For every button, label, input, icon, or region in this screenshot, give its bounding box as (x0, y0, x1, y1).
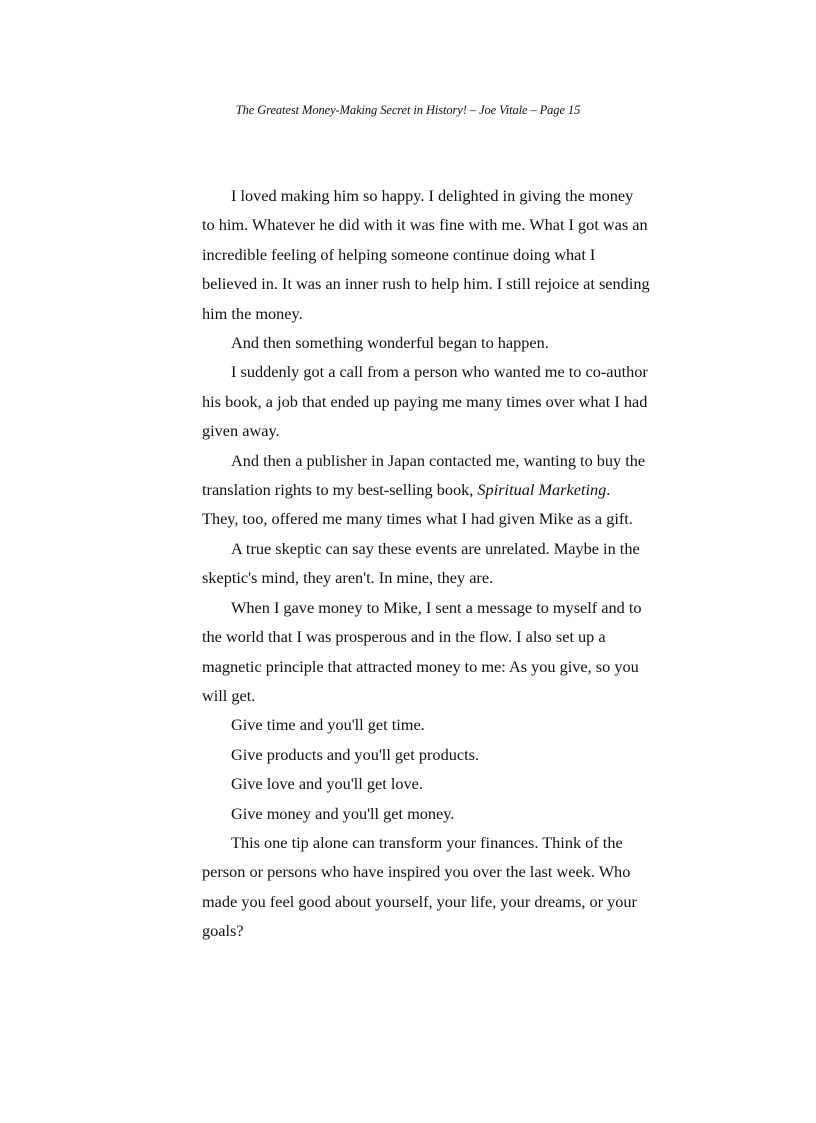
text-line: This one tip alone can transform your finances. Think of the (231, 832, 623, 852)
paragraph-line (202, 652, 646, 681)
paragraph (202, 181, 646, 210)
paragraph (202, 828, 646, 857)
paragraph (202, 446, 646, 475)
paragraph-line (202, 269, 650, 298)
paragraph-line (202, 857, 646, 886)
text-line: Give love and you'll get love. (231, 774, 423, 794)
paragraph-line (202, 240, 646, 269)
text-line: When I gave money to Mike, I sent a message to myself and to (231, 597, 642, 617)
text-line: I loved making him so happy. I delighted in giving the money (231, 186, 634, 205)
paragraph (202, 593, 646, 622)
text-line: will get. (202, 685, 256, 705)
paragraph-line (202, 416, 646, 445)
text-line: the world that I was prosperous and in the flow. I also set up a (202, 627, 606, 647)
paragraph-line (202, 563, 646, 592)
paragraph (202, 357, 646, 386)
paragraph (202, 328, 646, 357)
text-line: him the money. (202, 303, 303, 323)
text-line: A true skeptic can say these events are unrelated. Maybe in the (231, 538, 640, 558)
paragraph-line (202, 681, 646, 710)
paragraph (202, 769, 646, 798)
text-line: made you feel good about yourself, your life, your dreams, or your (202, 891, 637, 911)
paragraph-line (202, 916, 646, 945)
text-line: magnetic principle that attracted money to me: As you give, so you (202, 656, 639, 676)
text-line: Give products and you'll get products. (231, 744, 480, 764)
paragraph-line (202, 504, 646, 533)
text-line: to him. Whatever he did with it was fine with me. What I got was an (202, 215, 648, 235)
body-text (202, 181, 650, 946)
text-line: given away. (202, 421, 280, 441)
text-line: And then a publisher in Japan contacted me, wanting to buy the (231, 450, 646, 470)
paragraph (202, 710, 646, 739)
text-line: And then something wonderful began to happen. (231, 333, 549, 353)
paragraph-line (202, 210, 646, 239)
text-line: his book, a job that ended up paying me many times over what I had (202, 391, 648, 411)
paragraph-line (202, 299, 646, 328)
paragraph-line (202, 887, 646, 916)
text-line: translation rights to my best-selling book, (202, 480, 478, 500)
text-line: skeptic's mind, they aren't. In mine, they are. (202, 568, 494, 588)
text-line: incredible feeling of helping someone continue doing what I (202, 244, 596, 264)
paragraph (202, 799, 646, 828)
text-line: They, too, offered me many times what I had given Mike as a gift. (202, 509, 633, 529)
paragraph-line (202, 475, 646, 504)
paragraph-line (202, 622, 646, 651)
text-line: I suddenly got a call from a person who wanted me to co-author (231, 362, 648, 382)
text-line: Give money and you'll get money. (231, 803, 455, 823)
running-header: The Greatest Money-Making Secret in History! – Joe Vitale – Page 15 (235, 103, 581, 117)
paragraph-line (202, 387, 646, 416)
text-line: goals? (202, 921, 244, 941)
paragraph (202, 740, 646, 769)
text-line: Give time and you'll get time. (231, 715, 425, 735)
text-line: person or persons who have inspired you over the last week. Who (202, 862, 631, 882)
text-line: believed in. It was an inner rush to help him. I still rejoice at sending (202, 274, 650, 294)
book-title: Spiritual Marketing (477, 480, 607, 500)
text-line: . (606, 480, 611, 500)
paragraph (202, 534, 646, 563)
